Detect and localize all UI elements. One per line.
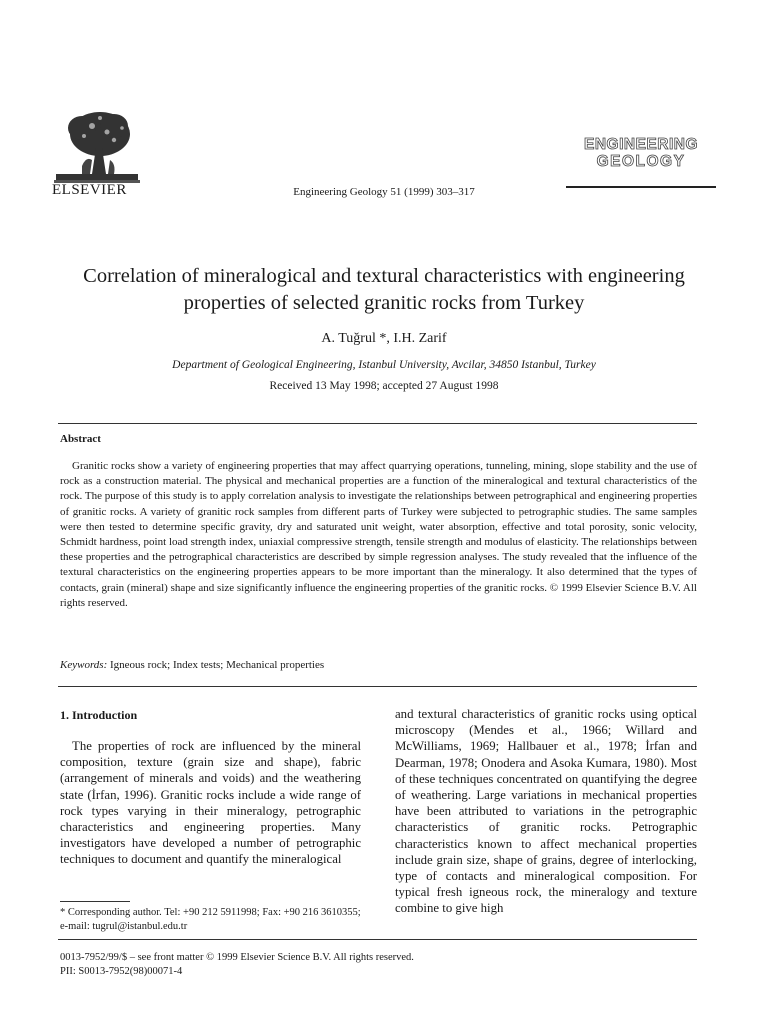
footer-rule — [58, 939, 697, 940]
abstract-top-rule — [58, 423, 697, 424]
footnote-rule — [60, 901, 130, 902]
received-dates: Received 13 May 1998; accepted 27 August 1998 — [269, 380, 499, 392]
header-rule — [566, 186, 716, 188]
author-affiliation: Department of Geological Engineering, Istanbul University, Avcilar, 34850 Istanbul, Turkey — [172, 359, 596, 371]
journal-logo-line2: GEOLOGY — [596, 153, 686, 170]
publisher-name: ELSEVIER — [52, 182, 127, 198]
abstract-text: Granitic rocks show a variety of engineering properties that may affect quarrying operations, tunneling, mining, slope stability and the use of rock as a construction material. The physical and mechanical properties are a function of the mineralogical and textural characteristics of the rock. The purpose of this study is to apply correlation analysis to investigate the relationships between petrographical and engineering properties of granitic rocks. A variety of granitic rock samples from different parts of Turkey were subjected to petrographic studies. The same samples were then tested to determine specific gravity, dry and saturated unit weight, water absorption, effective and total porosity, sonic velocity, Schmidt hardness, point load strength index, uniaxial compressive strength, tensile strength and modulus of elasticity. The relationships between these properties and the petrographical characteristics are described by simple regression analyses. The study revealed that the influence of the textural characteristics on the engineering properties appears to be more important than the mineralogy. It also determined that the types of contacts, grain (mineral) shape and size significantly influence the engineering properties of the granitic rocks. © 1999 Elsevier Science B.V. All rights reserved. — [60, 460, 697, 609]
journal-logo-line1: ENGINEERING — [583, 136, 698, 153]
section-heading-introduction: 1. Introduction — [60, 708, 138, 722]
keywords — [60, 659, 324, 671]
journal-logo — [566, 136, 716, 170]
article-title: Correlation of mineralogical and textural characteristics with engineering properties of selected granitic rocks from Turkey — [83, 265, 685, 314]
journal-citation: Engineering Geology 51 (1999) 303–317 — [293, 186, 475, 198]
abstract-bottom-rule — [58, 686, 697, 687]
keywords-list: Igneous rock; Index tests; Mechanical properties — [110, 659, 325, 671]
footer-line-2: PII: S0013-7952(98)00071-4 — [60, 966, 183, 977]
article-authors: A. Tuğrul *, I.H. Zarif — [321, 331, 447, 346]
footer-copyright — [60, 951, 414, 979]
elsevier-tree-icon — [52, 108, 142, 186]
right-column-text: and textural characteristics of granitic rocks using optical microscopy (Mendes et al., 1966; Willard and McWilliams, 1969; Hallbauer et al., 1978; İrfan and Dearman, 1978; Onodera and Asoka Kumara, 1980). Most of these techniques concentrated on quantifying the degree of weathering. Large variations in mechanical properties have been attributed to variations in the petrographic characteristics of granitic rocks. Petrographic characteristics known to affect mechanical properties include grain size, shape of grains, degree of interlocking, type of contacts and mineralogical composition. For typical fresh igneous rock, the mineralogy and texture combine to give high — [395, 707, 697, 916]
abstract-heading: Abstract — [60, 433, 101, 445]
left-column-text: The properties of rock are influenced by the mineral composition, texture (grain size and shape), fabric (arrangement of minerals and voids) and the weathering state (İrfan, 1996). Granitic rocks include a wide range of rock types varying in their mineralogy, petrographic characteristics and engineering properties. Many investigators have developed a number of petrographic techniques to document and quantify the mineralogical — [60, 739, 361, 867]
keywords-label: Keywords: — [60, 659, 108, 671]
corresponding-author-footnote: * Corresponding author. Tel: +90 212 5911998; Fax: +90 216 3610355; e-mail: tugrul@istanbul.edu.tr — [60, 907, 361, 932]
footer-line-1: 0013-7952/99/$ – see front matter © 1999 Elsevier Science B.V. All rights reserved. — [60, 952, 414, 963]
